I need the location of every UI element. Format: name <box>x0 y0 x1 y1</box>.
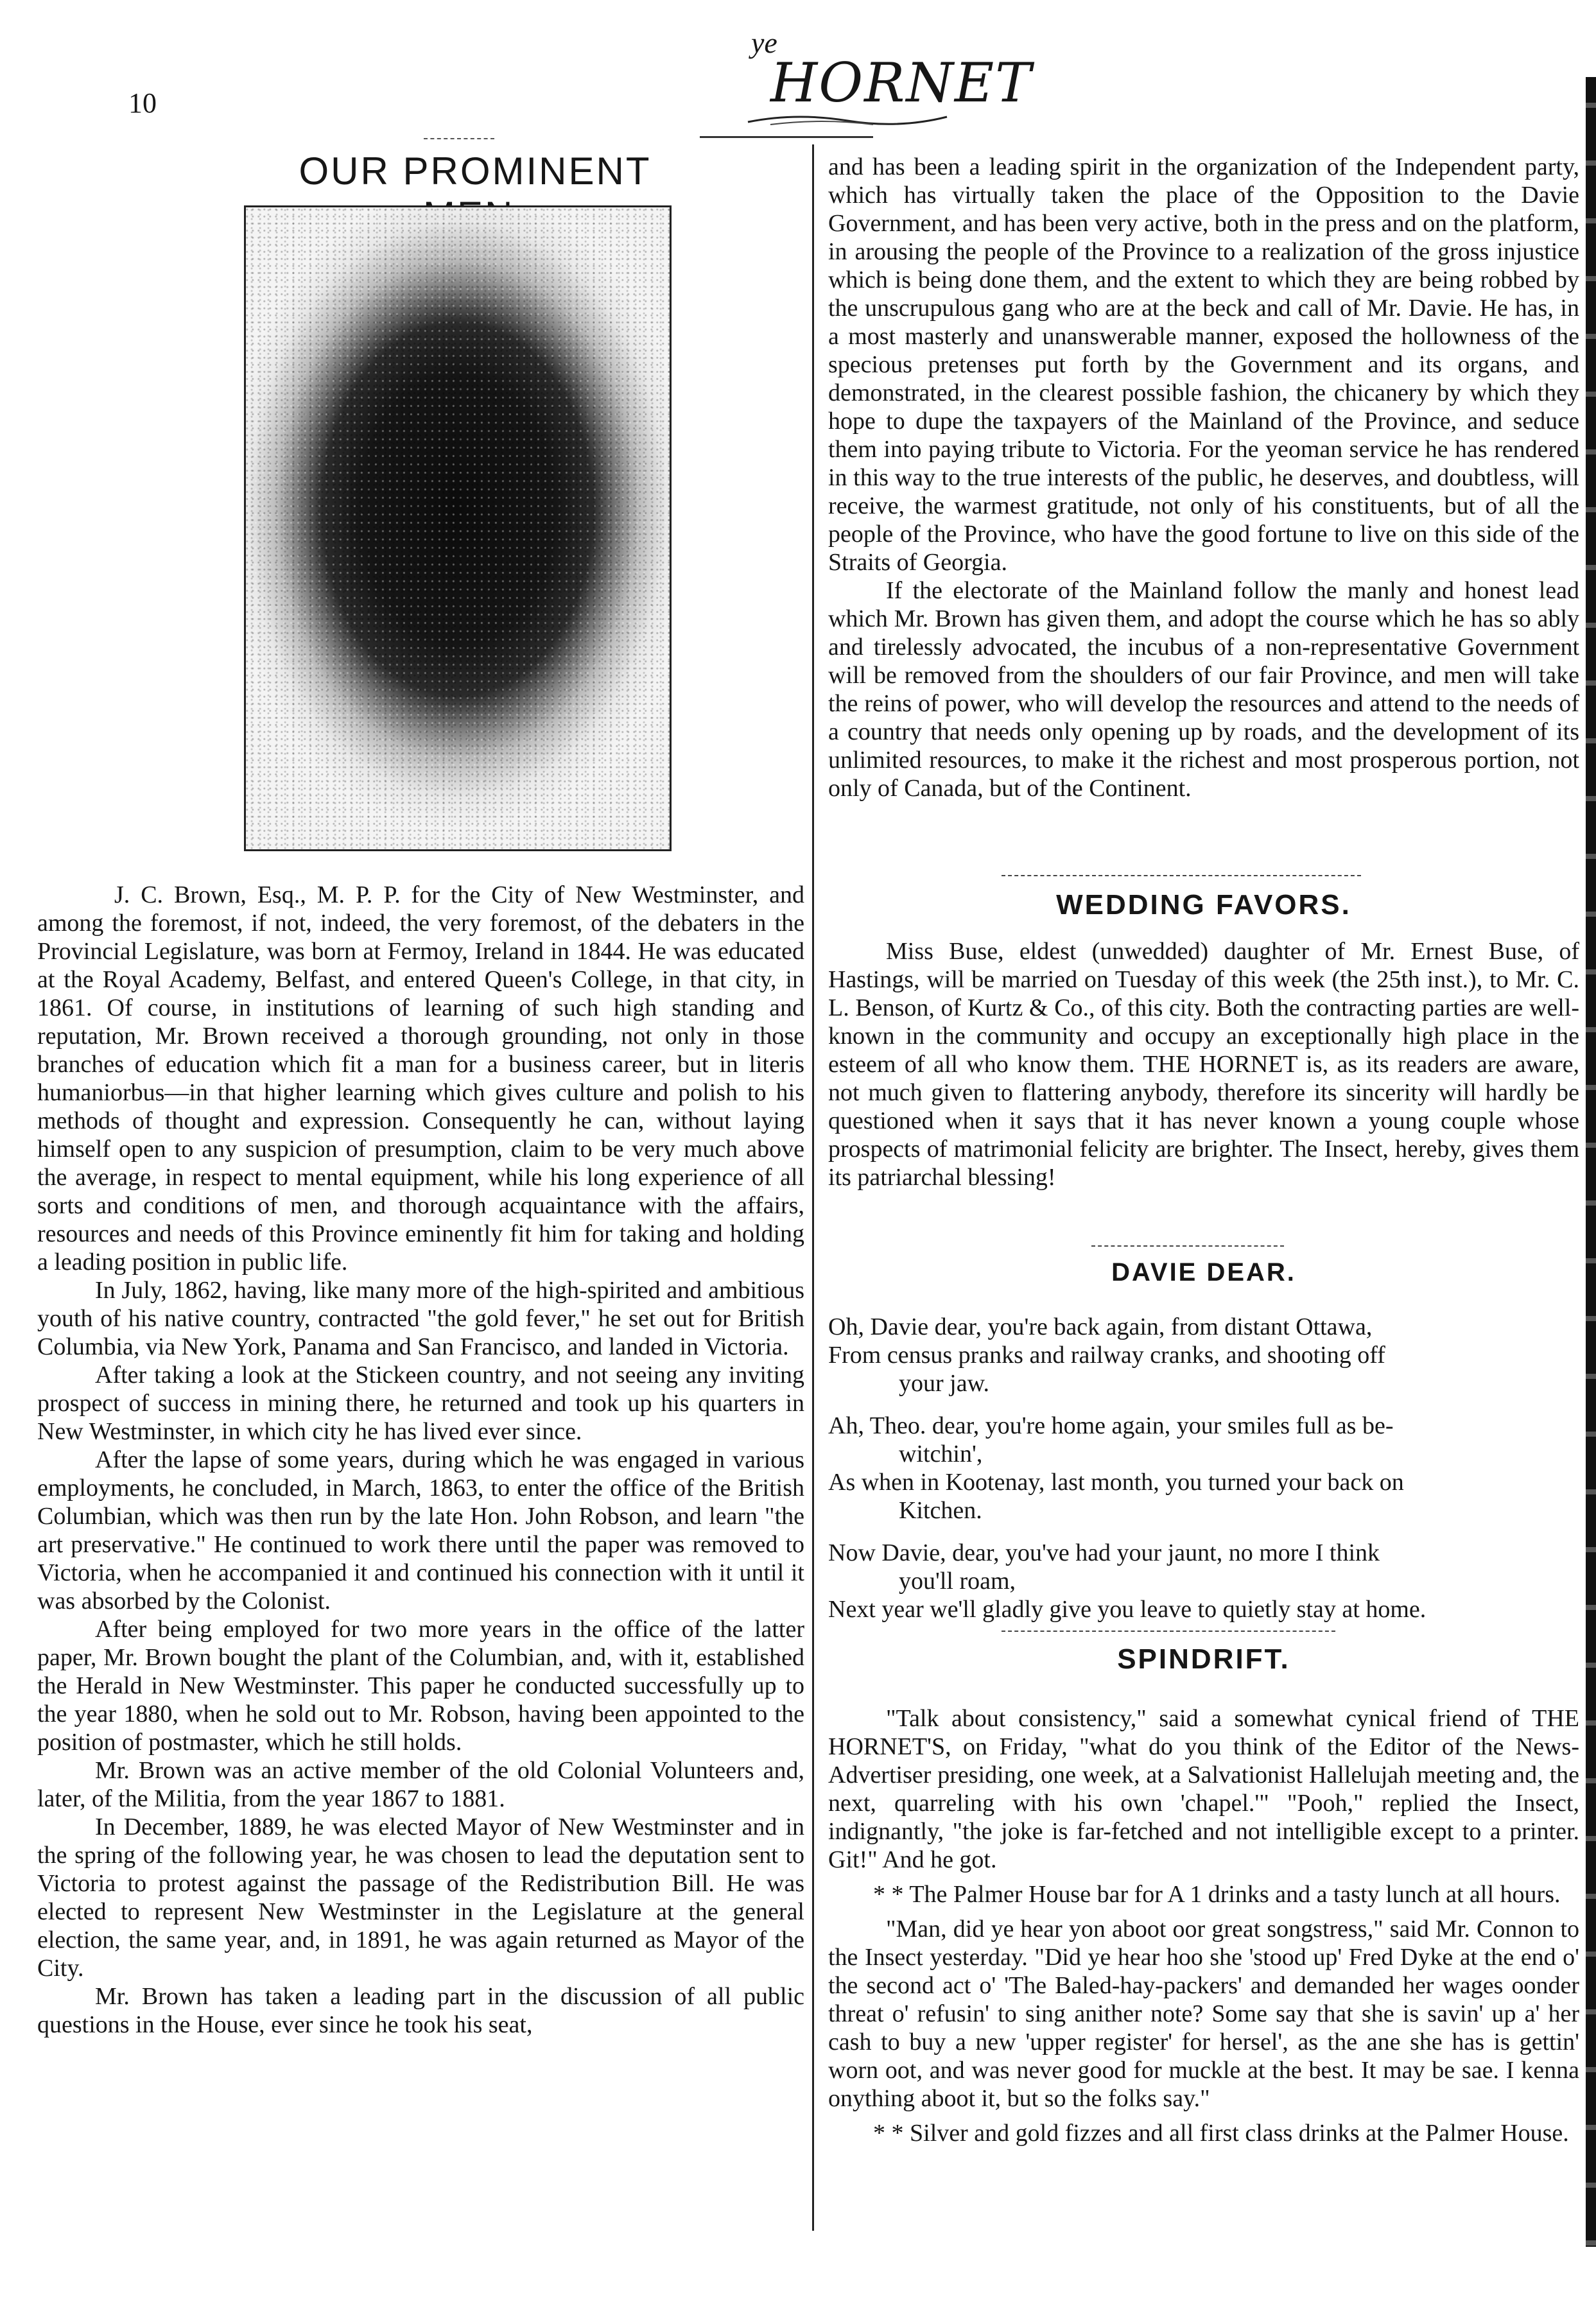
poem-stanza <box>828 1313 1579 1398</box>
feature-paragraph: After being employed for two more years in the office of the latter paper, Mr. Brown bought the plant of the Columbian, and, with it, established the Herald in New Westminster. This paper he conducted successfully up to the year 1880, when he sold out to Mr. Robson, having been appointed to the position of postmaster, which he still holds. <box>37 1616 804 1756</box>
poem-line: Kitchen. <box>899 1497 982 1524</box>
poem-line: As when in Kootenay, last month, you turned your back on <box>828 1469 1404 1496</box>
wedding-paragraph: Miss Buse, eldest (unwedded) daughter of Mr. Ernest Buse, of Hastings, will be married on Tuesday of this week (the 25th inst.), to Mr. C. L. Benson, of Kurtz & Co., of this city. Both the contracting parties are well-known in the community and occupy an exceptionally high place in the esteem of all who know them. THE HORNET is, as its readers are aware, not much given to flattering anybody, therefore its sincerity will hardly be questioned when it says that it has never known a young couple whose prospects of matrimonial felicity are brighter. The Insect, hereby, gives them its patriarchal blessing! <box>828 938 1579 1191</box>
poem-stanza <box>828 1412 1579 1525</box>
continuation-paragraph: If the electorate of the Mainland follow the manly and honest lead which Mr. Brown has given them, and adopt the course which he has so ably and tirelessly advocated, the incubus of a non-representative Government will be removed from the shoulders of our fair Province, and men will take the reins of power, who will develop the resources and attend to the needs of a country that needs only opening up by roads, and the development of its unlimited resources, to make it the richest and most prosperous portion, not only of Canada, but of the Continent. <box>828 577 1579 802</box>
spindrift-item: "Talk about consistency," said a somewhat cynical friend of THE HORNET'S, on Friday, "what do you think of the Editor of the News-Advertiser presiding, one week, at a Salvationist Hallelujah meeting and, the next, quarreling with his own 'chapel.'" "Pooh," replied the Insect, indignantly, "the joke is far-fetched and not intelligible except to a printer. Git!" And he got. <box>828 1705 1579 1873</box>
feature-paragraph: After taking a look at the Stickeen country, and not seeing any inviting prospect of success in mining there, he returned and took up his quarters in New Westminster, in which city he has lived ever since. <box>37 1362 804 1445</box>
poem-line: Ah, Theo. dear, you're home again, your smiles full as be- <box>828 1412 1394 1439</box>
continuation-paragraph: and has been a leading spirit in the organization of the Independent party, which has virtually taken the place of the Opposition to the Davie Government, and has been very active, both in the press and on the platform, in arousing the people of the Province to a realization of the gross injustice which is being done them, and the extent to which they are being robbed by the unscrupulous gang who are at the beck and call of Mr. Davie. He has, in a most masterly and unanswerable manner, exposed the hollowness of the specious pretenses put forth by the Government and its organs, and demonstrated, in the clearest possible fashion, the chicanery by which they hope to dupe the taxpayers of the Mainland of the Province, and seduce them into paying tribute to Victoria. For the yeoman service he has rendered in this way to the true interests of the public, he deserves, and doubtless, will receive, the warmest gratitude, not only of his constituents, but of all the people of the Province, who have the good fortune to live on this side of the Straits of Georgia. <box>828 153 1579 576</box>
poem-line: Oh, Davie dear, you're back again, from distant Ottawa, <box>828 1313 1373 1340</box>
poem-line: you'll roam, <box>899 1568 1016 1595</box>
poem-line: Now Davie, dear, you've had your jaunt, no more I think <box>828 1539 1380 1566</box>
header-rule <box>700 136 873 138</box>
header-rule-dashed <box>424 138 494 139</box>
poem-stanza <box>828 1539 1579 1623</box>
masthead-title: HORNET <box>770 51 1033 114</box>
wedding-body <box>828 937 1579 1191</box>
spindrift-title: SPINDRIFT. <box>1117 1643 1290 1675</box>
poem-line: From census pranks and railway cranks, and shooting off <box>828 1342 1385 1369</box>
poem-line: witchin', <box>899 1441 983 1467</box>
page-edge-shadow <box>1586 77 1596 2247</box>
spindrift-item: "Man, did ye hear yon aboot oor great songstress," said Mr. Connon to the Insect yesterday. "Did ye hear hoo she 'stood up' Fred Dyke at the end o' the second act o' 'The Baled-hay-packers' and demanded her wages oonder threat o' refusin' to sing anither note? Some say that she is savin' up a' her cash to buy a new 'upper register' for hersel', as the ane she has is gettin' worn oot, and was never good for muckle at the best. It may be sae. I kenna onything aboot it, but so the folks say." <box>828 1916 1579 2112</box>
feature-paragraph: In December, 1889, he was elected Mayor of New Westminster and in the spring of the following year, he was chosen to lead the deputation sent to Victoria to protest against the passage of the Redistribution Bill. He was elected to represent New Westminster in the Legislature at the general election, the same year, and, in 1891, he was again returned as Mayor of the City. <box>37 1813 804 1982</box>
masthead-swash-ornament <box>745 109 950 128</box>
masthead <box>745 19 1033 135</box>
poem-title: DAVIE DEAR. <box>1111 1258 1296 1286</box>
section-separator <box>1002 875 1361 876</box>
feature-body <box>37 881 804 2039</box>
halftone-texture <box>246 207 670 849</box>
spindrift-advert: * * The Palmer House bar for A 1 drinks and a tasty lunch at all hours. <box>873 1881 1561 1908</box>
feature-paragraph: Mr. Brown has taken a leading part in the discussion of all public questions in the House, ever since he took his seat, <box>37 1983 804 2038</box>
feature-paragraph: In July, 1862, having, like many more of the high-spirited and ambitious youth of his native country, contracted "the gold fever," he set out for British Columbia, via New York, Panama and San Francisco, and landed in Victoria. <box>37 1277 804 1360</box>
feature-paragraph: J. C. Brown, Esq., M. P. P. for the City of New Westminster, and among the foremost, if not, indeed, the very foremost, of the debaters in the Provincial Legislature, was born at Fermoy, Ireland in 1844. He was educated at the Royal Academy, Belfast, and entered Queen's College, in that city, in 1861. Of course, in institutions of learning of such high standing and reputation, Mr. Brown received a thorough grounding, not only in those branches of education which fit a man for a business career, but in literis humaniorbus—in that higher learning which gives culture and polish to his methods of thought and expression. Consequently he can, without laying himself open to any suspicion of presumption, claim to be very much above the average, in respect to mental equipment, while his long experience of all sorts and conditions of men, and thorough acquaintance with the affairs, resources and needs of this Province eminently fit him for taking and holding a leading position in public life. <box>37 881 804 1276</box>
page-number: 10 <box>128 87 157 119</box>
feature-paragraph: After the lapse of some years, during which he was engaged in various employments, he concluded, in March, 1863, to enter the office of the British Columbian, which was then run by the late Hon. John Robson, and learn "the art preservative." He continued to work there until the paper was removed to Victoria, when he accompanied it and continued his connection with it until it was absorbed by the Colonist. <box>37 1446 804 1614</box>
poem-line: Next year we'll gladly give you leave to quietly stay at home. <box>828 1596 1427 1623</box>
section-separator <box>1002 1631 1335 1632</box>
column-divider <box>812 144 814 2231</box>
feature-paragraph: Mr. Brown was an active member of the old Colonial Volunteers and, later, of the Militia, from the year 1867 to 1881. <box>37 1757 804 1812</box>
feature-continuation <box>828 153 1579 802</box>
poem-line: your jaw. <box>899 1370 990 1397</box>
wedding-title: WEDDING FAVORS. <box>1056 889 1351 921</box>
poem-body <box>828 1313 1579 1638</box>
feature-title: OUR PROMINENT <box>299 150 652 193</box>
section-separator <box>1091 1245 1284 1247</box>
masthead-ye: ye <box>751 26 777 59</box>
portrait-photo <box>244 205 672 851</box>
spindrift-body <box>828 1704 1579 2154</box>
spindrift-advert: * * Silver and gold fizzes and all first class drinks at the Palmer House. <box>873 2120 1569 2147</box>
